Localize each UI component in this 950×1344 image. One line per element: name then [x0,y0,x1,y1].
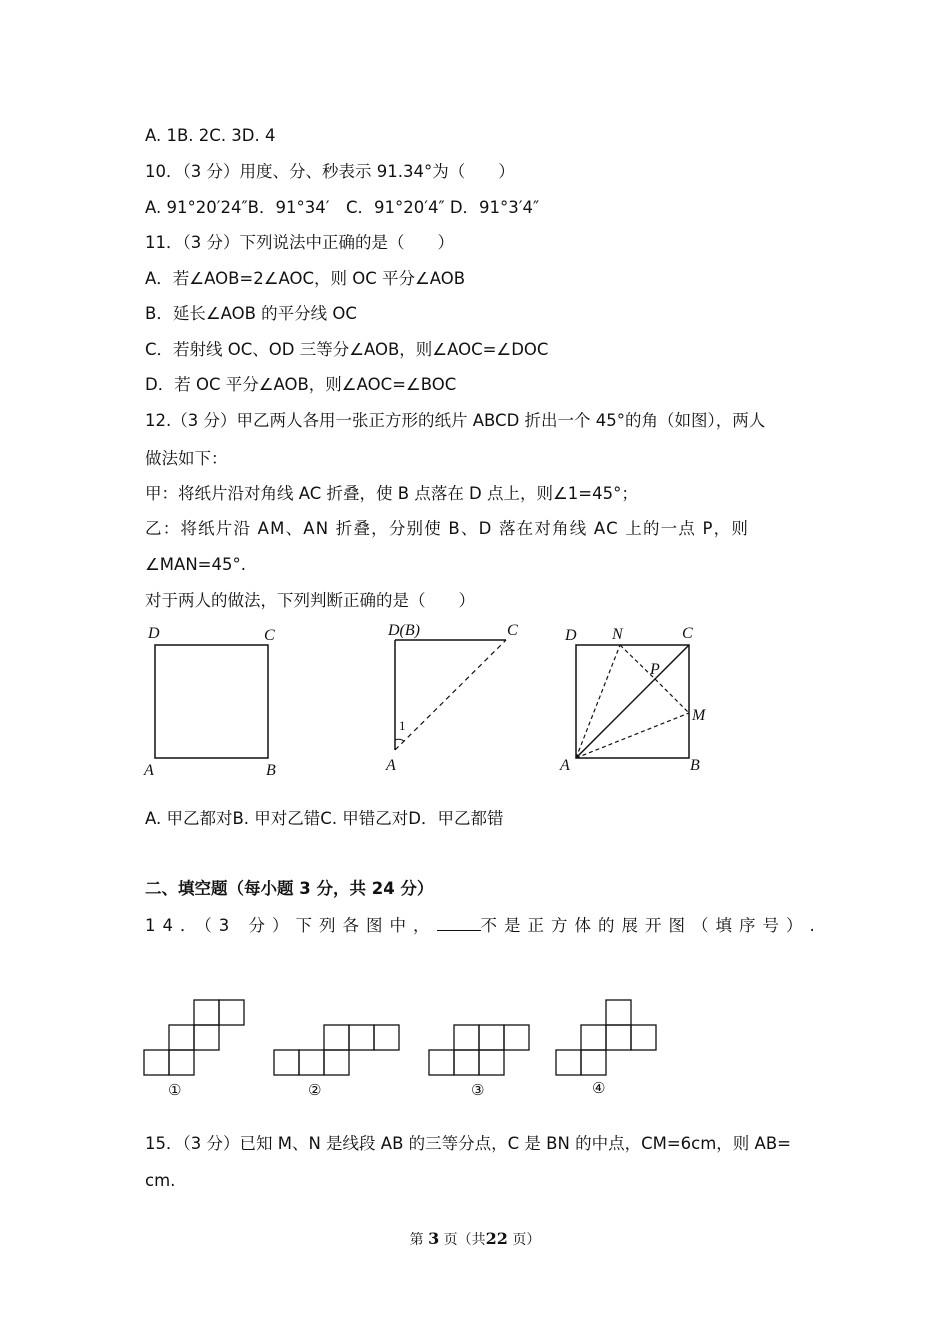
fig3-fold-am [576,713,689,758]
footer-total-pages: 22 [485,1229,508,1248]
fig3-fold-pm [655,679,689,713]
q14-suffix: 不是正方体的展开图（填序号）. [480,916,822,935]
q15-line-2: cm. [145,1171,176,1190]
fig2-diagonal [395,640,506,750]
net-1 [144,1000,244,1075]
fig3-label-n: N [612,626,623,643]
net-3-caption: ③ [471,1081,485,1099]
q9-options: A. 1B. 2C. 3D. 4 [145,126,276,145]
footer-mid: 页（共 [443,1232,486,1248]
net-1-caption: ① [168,1081,182,1099]
q14-prefix: 14．（3 分）下列各图中， [145,916,437,935]
q12-figure [140,620,720,780]
fig2-label-db: D(B) [388,622,420,639]
footer-post: 页） [512,1232,541,1248]
q15-line-1: 15．（3 分）已知 M、N 是线段 AB 的三等分点，C 是 BN 的中点，CM=6cm，则 AB= [145,1134,791,1153]
q10-options: A. 91°20′24″B．91°34′ C．91°20′4″ D．91°3′4″ [145,198,540,217]
fig2-angle-arc [395,739,404,741]
fig1-square [155,645,268,758]
net-2 [274,1025,399,1075]
q11-option-c: C．若射线 OC、OD 三等分∠AOB，则∠AOC=∠DOC [145,340,549,359]
fig3-diagonal-ac [576,645,689,758]
q12-jia: 甲：将纸片沿对角线 AC 折叠，使 B 点落在 D 点上，则∠1=45°； [145,484,638,503]
fig3-label-m: M [692,707,706,724]
fig3-label-d: D [565,627,577,644]
net-3 [429,1025,529,1075]
footer-page-number: 3 [428,1229,440,1248]
q14-stem [145,914,822,937]
q12-options: A. 甲乙都对B. 甲对乙错C. 甲错乙对D．甲乙都错 [145,809,504,828]
net-2-caption: ② [308,1081,322,1099]
footer-pre: 第 [409,1232,424,1248]
fig1-label-a: A [144,762,154,779]
q10-stem: 10．（3 分）用度、分、秒表示 91.34°为（ ） [145,162,515,181]
q12-yi-2: ∠MAN=45°. [145,555,246,574]
fig3-fold-an [576,645,620,758]
fig3-label-c: C [682,625,693,642]
net-4-caption: ④ [592,1079,606,1097]
fig1-label-b: B [266,762,276,779]
fig2-label-angle: 1 [399,718,406,733]
q11-option-a: A．若∠AOB=2∠AOC，则 OC 平分∠AOB [145,269,466,288]
q11-option-b: B．延长∠AOB 的平分线 OC [145,304,357,323]
q11-option-d: D．若 OC 平分∠AOB，则∠AOC=∠BOC [145,375,457,394]
q12-stem-2: 做法如下： [145,449,228,468]
fig3-label-a: A [560,757,570,774]
q11-stem: 11．（3 分）下列说法中正确的是（ ） [145,233,454,252]
fig1-label-c: C [264,627,275,644]
fig1-label-d: D [148,625,160,642]
fig3-label-b: B [690,757,700,774]
q12-stem-1: 12.（3 分）甲乙两人各用一张正方形的纸片 ABCD 折出一个 45°的角（如图），两人 [145,411,766,430]
section2-title: 二、填空题（每小题 3 分，共 24 分） [145,879,434,898]
fig2-label-a: A [386,757,396,774]
net-4 [556,1000,656,1075]
fig3-label-p: P [650,661,660,678]
page-footer [0,1229,950,1249]
q12-yi-1: 乙：将纸片沿 AM、AN 折叠，分别使 B、D 落在对角线 AC 上的一点 P，则 [145,519,750,538]
fig2-label-c: C [507,622,518,639]
q14-answer-blank[interactable] [437,914,481,931]
q14-figure [140,995,670,1105]
q12-ask: 对于两人的做法，下列判断正确的是（ ） [145,591,475,610]
